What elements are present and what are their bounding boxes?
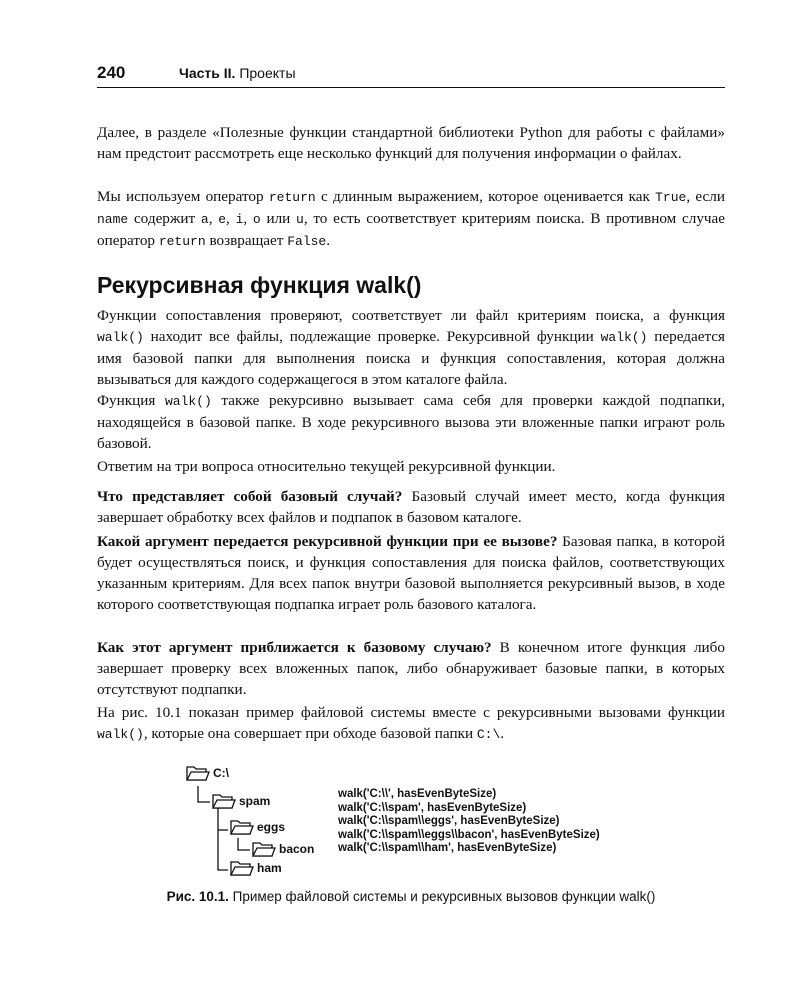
folder-node-ham <box>230 858 282 878</box>
folder-label: eggs <box>257 820 286 834</box>
question-1-title: Что представляет собой базовый случай? <box>97 488 403 505</box>
text: Мы используем оператор <box>97 188 269 205</box>
folder-icon <box>212 792 236 810</box>
text: Функция <box>97 392 165 409</box>
part-label <box>179 65 296 81</box>
folder-icon <box>230 818 254 836</box>
code: True <box>655 190 687 205</box>
walk-call: walk('C:\\spam\\ham', hasEvenByteSize) <box>338 842 557 854</box>
part-label-bold: Часть II. <box>179 65 236 81</box>
walk-call: walk('C:\\', hasEvenByteSize) <box>338 788 497 800</box>
code: C:\ <box>476 727 501 742</box>
running-head <box>97 63 725 88</box>
page-number: 240 <box>97 63 126 82</box>
question-2 <box>97 531 725 615</box>
text: содержит <box>128 210 201 227</box>
folder-icon <box>230 859 254 877</box>
paragraph-4 <box>97 390 725 454</box>
part-title: Проекты <box>235 65 296 81</box>
text: . <box>500 725 505 742</box>
folder-icon <box>252 840 276 858</box>
folder-node-root <box>186 763 229 783</box>
folder-label: ham <box>257 861 282 875</box>
section-title: Рекурсивная функция walk() <box>97 272 422 298</box>
paragraph-2 <box>97 186 725 252</box>
paragraph-6 <box>97 702 725 745</box>
question-2-title: Какой аргумент передается рекурсивной функции при ее вызове? <box>97 533 558 550</box>
folder-icon <box>186 764 210 782</box>
question-1 <box>97 486 725 528</box>
text: также рекурсивно вызывает сама себя для проверки каждой подпапки, находящейся в базовой папке. В ходе рекурсивного вызова эти вложенные папки играют роль базовой. <box>97 392 726 452</box>
walk-call: walk('C:\\spam\\eggs', hasEvenByteSize) <box>338 815 560 827</box>
text: , если <box>686 188 725 205</box>
text: , которые она совершает при обходе базовой папки <box>143 725 477 742</box>
code: a <box>200 212 209 227</box>
code: walk() <box>600 330 648 345</box>
folder-label: spam <box>239 794 271 808</box>
code: e <box>218 212 227 227</box>
walk-call: walk('C:\\spam\\eggs\\bacon', hasEvenByteSize) <box>338 828 600 841</box>
figure-caption <box>97 889 725 904</box>
question-3-title: Как этот аргумент приближается к базовому случаю? <box>97 639 492 656</box>
walk-calls-list <box>338 788 600 856</box>
code: return <box>158 234 206 249</box>
question-3-text: В конечном итоге функция либо завершает проверку всех вложенных папок, либо обнаруживает базовые папки, в которых отсутствуют подпапки. <box>97 639 725 698</box>
text: или <box>260 210 297 227</box>
text: , то есть соответствует критериям поиска. В противном случае оператор <box>97 210 726 249</box>
code: False <box>287 234 327 249</box>
folder-node-bacon <box>252 839 314 859</box>
question-1-text: Базовый случай имеет место, когда функция завершает обработку всех файлов и подпапок в базовом каталоге. <box>97 488 725 526</box>
code: walk() <box>97 330 144 345</box>
folder-label: C:\ <box>213 766 229 780</box>
code: walk() <box>97 727 144 742</box>
folder-node-spam <box>212 791 270 811</box>
caption-label: Рис. 10.1. <box>166 889 229 904</box>
text: Функции сопоставления проверяют, соответствует ли файл критериям поиска, а функция <box>97 307 725 324</box>
text: , <box>226 210 236 227</box>
text: На рис. 10.1 показан пример файловой системы вместе с рекурсивными вызовами функции <box>97 704 725 721</box>
folder-label: bacon <box>279 842 315 856</box>
text: . <box>326 232 331 249</box>
question-2-text: Базовая папка, в которой будет осуществляться поиск, и функция сопоставления для поиска файлов, соответствующих указанным критериям. Для всех папок внутри базовой выполняется рекурсивный вызов, в ходе которого соответствующая подпапка играет роль базового каталога. <box>97 533 725 613</box>
code: o <box>252 212 261 227</box>
figure-10-1 <box>180 758 660 878</box>
text: , <box>243 210 253 227</box>
text: с длинным выражением, которое оценивается как <box>315 188 656 205</box>
paragraph-5: Ответим на три вопроса относительно текущей рекурсивной функции. <box>97 458 556 475</box>
code: name <box>97 212 129 227</box>
code: walk() <box>164 394 212 409</box>
code: return <box>268 190 316 205</box>
code: u <box>296 212 304 227</box>
walk-call: walk('C:\\spam', hasEvenByteSize) <box>338 801 527 814</box>
paragraph-1: Далее, в разделе «Полезные функции стандартной библиотеки Python для работы с файлами» нам предстоит рассмотреть еще несколько функций для получения информации о файлах. <box>97 124 725 162</box>
question-3 <box>97 637 725 700</box>
text: находит все файлы, подлежащие проверке. Рекурсивной функции <box>143 328 601 345</box>
folder-node-eggs <box>230 817 285 837</box>
text: передается имя базовой папки для выполнения поиска и функция сопоставления, которая должна вызываться для каждого содержащегося в этом каталоге файла. <box>97 328 725 388</box>
paragraph-3 <box>97 305 725 390</box>
text: возвращает <box>205 232 288 249</box>
text: , <box>208 210 219 227</box>
caption-text: Пример файловой системы и рекурсивных вызовов функции walk() <box>228 889 656 904</box>
code: i <box>235 212 244 227</box>
